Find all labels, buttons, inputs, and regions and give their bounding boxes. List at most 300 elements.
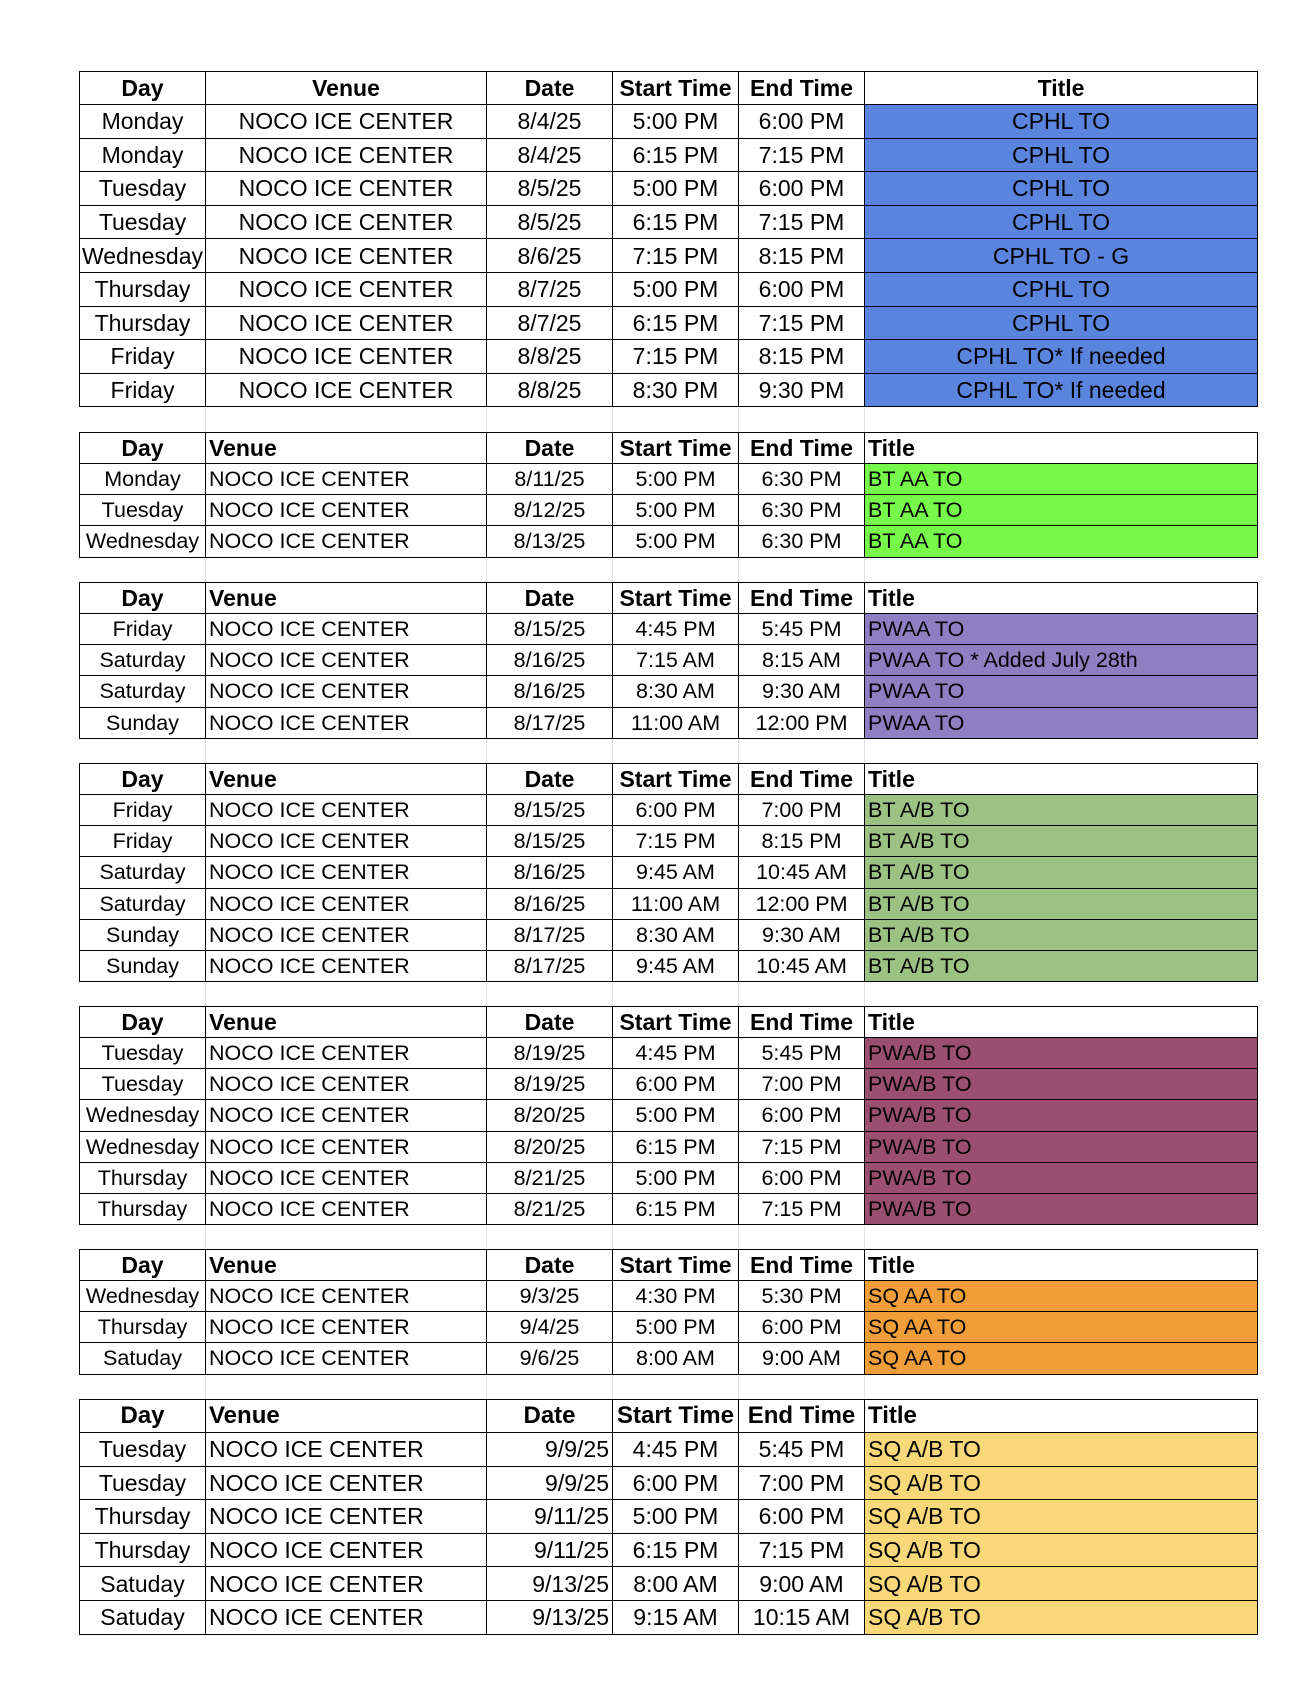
title-cell: CPHL TO [865, 205, 1258, 239]
table-cell: NOCO ICE CENTER [206, 1281, 487, 1312]
column-header: Title [865, 764, 1258, 795]
column-header: Venue [206, 72, 487, 105]
table-cell: 9:30 AM [739, 919, 865, 950]
table-cell: 8/20/25 [487, 1100, 613, 1131]
gridline [864, 1375, 865, 1399]
table-cell: 8/11/25 [487, 464, 613, 495]
table-row [80, 645, 1258, 676]
gridline [486, 558, 487, 582]
table-cell: 9:45 AM [613, 950, 739, 981]
table-row [80, 1100, 1258, 1131]
table-cell: Saturday [80, 645, 206, 676]
gridline [738, 982, 739, 1006]
gridline [486, 982, 487, 1006]
table-row [80, 707, 1258, 738]
table-cell: 11:00 AM [613, 888, 739, 919]
table-cell: 8:30 AM [613, 676, 739, 707]
table-cell: 9/3/25 [487, 1281, 613, 1312]
table-cell: Monday [80, 105, 206, 139]
title-cell: SQ A/B TO [865, 1600, 1258, 1634]
title-cell: BT A/B TO [865, 919, 1258, 950]
table-cell: 8/7/25 [487, 306, 613, 340]
table-cell: 8:15 PM [739, 340, 865, 374]
table-row [80, 1281, 1258, 1312]
table-cell: 8/12/25 [487, 495, 613, 526]
table-cell: Wednesday [80, 1281, 206, 1312]
table-cell: 10:45 AM [739, 857, 865, 888]
table-row [80, 1069, 1258, 1100]
gridline [205, 558, 206, 582]
table-row [80, 1500, 1258, 1534]
table-row [80, 172, 1258, 206]
table-cell: 7:15 PM [739, 306, 865, 340]
table-cell: 8/6/25 [487, 239, 613, 273]
table-cell: Friday [80, 340, 206, 374]
table-cell: 8/15/25 [487, 826, 613, 857]
column-header: End Time [739, 764, 865, 795]
table-cell: 5:00 PM [613, 1500, 739, 1534]
column-header: End Time [739, 433, 865, 464]
table-row [80, 340, 1258, 374]
table-cell: 8/16/25 [487, 645, 613, 676]
title-cell: PWAA TO [865, 614, 1258, 645]
table-cell: 8/4/25 [487, 105, 613, 139]
schedule-table [79, 763, 1258, 982]
table-cell: Sunday [80, 707, 206, 738]
table-cell: 8/5/25 [487, 205, 613, 239]
table-cell: 8/16/25 [487, 676, 613, 707]
table-cell: 8/19/25 [487, 1038, 613, 1069]
table-cell: NOCO ICE CENTER [206, 645, 487, 676]
table-cell: 8/16/25 [487, 857, 613, 888]
table-cell: NOCO ICE CENTER [206, 1533, 487, 1567]
table-cell: Monday [80, 464, 206, 495]
title-cell: CPHL TO* If needed [865, 340, 1258, 374]
column-header: Start Time [613, 433, 739, 464]
header-row [80, 72, 1258, 105]
column-header: Date [487, 1400, 613, 1433]
table-cell: 7:15 PM [739, 205, 865, 239]
title-cell: SQ A/B TO [865, 1500, 1258, 1534]
table-row [80, 1131, 1258, 1162]
table-cell: Wednesday [80, 1100, 206, 1131]
table-cell: Tuesday [80, 1433, 206, 1467]
table-cell: Thursday [80, 1193, 206, 1224]
table-cell: NOCO ICE CENTER [206, 1343, 487, 1374]
gridline [738, 739, 739, 763]
table-cell: 5:30 PM [739, 1281, 865, 1312]
title-cell: CPHL TO* If needed [865, 373, 1258, 407]
column-header: Day [80, 72, 206, 105]
table-cell: 4:30 PM [613, 1281, 739, 1312]
gridline [738, 407, 739, 432]
table-cell: 8:15 AM [739, 645, 865, 676]
table-cell: 7:15 PM [613, 826, 739, 857]
table-cell: Tuesday [80, 1069, 206, 1100]
table-cell: Thursday [80, 1312, 206, 1343]
gridline [738, 1375, 739, 1399]
column-header: Title [865, 72, 1258, 105]
table-cell: 10:15 AM [739, 1600, 865, 1634]
table-cell: 9:30 PM [739, 373, 865, 407]
table-cell: 4:45 PM [613, 1433, 739, 1467]
table-cell: 9/13/25 [487, 1600, 613, 1634]
table-cell: 9:00 AM [739, 1343, 865, 1374]
column-header: Date [487, 1007, 613, 1038]
table-cell: 8/15/25 [487, 795, 613, 826]
title-cell: SQ A/B TO [865, 1533, 1258, 1567]
table-cell: 6:00 PM [739, 1312, 865, 1343]
header-row [80, 764, 1258, 795]
gridline [612, 558, 613, 582]
spreadsheet-gap [79, 1225, 1257, 1249]
gridline [205, 739, 206, 763]
table-cell: 8:00 AM [613, 1343, 739, 1374]
table-cell: 5:00 PM [613, 272, 739, 306]
table-cell: NOCO ICE CENTER [206, 1069, 487, 1100]
table-cell: 6:00 PM [739, 1162, 865, 1193]
table-cell: NOCO ICE CENTER [206, 172, 487, 206]
table-cell: NOCO ICE CENTER [206, 1193, 487, 1224]
table-cell: Wednesday [80, 1131, 206, 1162]
column-header: Venue [206, 764, 487, 795]
table-cell: 9:00 AM [739, 1567, 865, 1601]
table-cell: 7:15 AM [613, 645, 739, 676]
table-cell: 6:15 PM [613, 1533, 739, 1567]
table-cell: 6:15 PM [613, 138, 739, 172]
table-cell: NOCO ICE CENTER [206, 1038, 487, 1069]
spreadsheet-gap [79, 558, 1257, 582]
table-cell: 9/11/25 [487, 1500, 613, 1534]
title-cell: PWAA TO * Added July 28th [865, 645, 1258, 676]
table-cell: 8/19/25 [487, 1069, 613, 1100]
table-cell: 9/9/25 [487, 1433, 613, 1467]
table-cell: Satuday [80, 1343, 206, 1374]
title-cell: PWAA TO [865, 707, 1258, 738]
table-cell: NOCO ICE CENTER [206, 1466, 487, 1500]
schedule-table [79, 71, 1258, 407]
column-header: Start Time [613, 583, 739, 614]
spreadsheet-gap [79, 982, 1257, 1006]
table-cell: 7:00 PM [739, 1466, 865, 1500]
table-cell: 7:00 PM [739, 1069, 865, 1100]
column-header: End Time [739, 1400, 865, 1433]
column-header: Start Time [613, 1400, 739, 1433]
table-cell: NOCO ICE CENTER [206, 857, 487, 888]
table-cell: 7:15 PM [739, 1533, 865, 1567]
table-cell: 6:15 PM [613, 205, 739, 239]
table-cell: 7:00 PM [739, 795, 865, 826]
column-header: End Time [739, 72, 865, 105]
table-cell: 5:00 PM [613, 105, 739, 139]
table-cell: 6:30 PM [739, 464, 865, 495]
table-cell: NOCO ICE CENTER [206, 373, 487, 407]
column-header: Venue [206, 1007, 487, 1038]
schedule-table [79, 432, 1258, 558]
table-cell: 8/17/25 [487, 919, 613, 950]
table-row [80, 676, 1258, 707]
column-header: Title [865, 1400, 1258, 1433]
table-cell: NOCO ICE CENTER [206, 950, 487, 981]
table-cell: 10:45 AM [739, 950, 865, 981]
table-cell: Tuesday [80, 495, 206, 526]
table-row [80, 1193, 1258, 1224]
column-header: Date [487, 433, 613, 464]
table-cell: 7:15 PM [613, 239, 739, 273]
table-row [80, 795, 1258, 826]
table-cell: 5:00 PM [613, 526, 739, 557]
table-cell: 6:15 PM [613, 1193, 739, 1224]
table-cell: 9/6/25 [487, 1343, 613, 1374]
table-row [80, 1433, 1258, 1467]
header-row [80, 1007, 1258, 1038]
column-header: End Time [739, 583, 865, 614]
table-row [80, 1567, 1258, 1601]
table-cell: 5:00 PM [613, 172, 739, 206]
title-cell: CPHL TO [865, 172, 1258, 206]
table-cell: NOCO ICE CENTER [206, 676, 487, 707]
table-cell: 6:30 PM [739, 526, 865, 557]
table-cell: 8/17/25 [487, 707, 613, 738]
table-cell: 8/13/25 [487, 526, 613, 557]
column-header: Day [80, 1007, 206, 1038]
table-cell: Thursday [80, 306, 206, 340]
table-cell: 9:15 AM [613, 1600, 739, 1634]
table-cell: 6:15 PM [613, 306, 739, 340]
table-cell: 6:00 PM [613, 1069, 739, 1100]
table-row [80, 373, 1258, 407]
gridline [864, 982, 865, 1006]
gridline [486, 739, 487, 763]
table-cell: 7:15 PM [739, 138, 865, 172]
column-header: End Time [739, 1250, 865, 1281]
title-cell: BT AA TO [865, 495, 1258, 526]
table-row [80, 495, 1258, 526]
title-cell: PWA/B TO [865, 1162, 1258, 1193]
table-cell: 12:00 PM [739, 707, 865, 738]
schedule-table [79, 582, 1258, 739]
gridline [612, 407, 613, 432]
table-cell: NOCO ICE CENTER [206, 1433, 487, 1467]
column-header: Day [80, 433, 206, 464]
header-row [80, 1250, 1258, 1281]
column-header: Start Time [613, 1250, 739, 1281]
table-cell: 7:15 PM [739, 1193, 865, 1224]
table-row [80, 1600, 1258, 1634]
table-cell: 6:00 PM [613, 795, 739, 826]
table-cell: Thursday [80, 1162, 206, 1193]
table-cell: 4:45 PM [613, 614, 739, 645]
table-cell: Wednesday [80, 239, 206, 273]
column-header: Date [487, 1250, 613, 1281]
table-cell: 8/8/25 [487, 373, 613, 407]
table-row [80, 919, 1258, 950]
table-cell: Saturday [80, 888, 206, 919]
gridline [738, 1225, 739, 1249]
gridline [864, 1225, 865, 1249]
title-cell: PWAA TO [865, 676, 1258, 707]
table-cell: 9/4/25 [487, 1312, 613, 1343]
column-header: Start Time [613, 1007, 739, 1038]
column-header: Date [487, 72, 613, 105]
table-cell: Sunday [80, 950, 206, 981]
column-header: Title [865, 1250, 1258, 1281]
table-cell: NOCO ICE CENTER [206, 707, 487, 738]
table-cell: 8/17/25 [487, 950, 613, 981]
gridline [864, 739, 865, 763]
title-cell: BT AA TO [865, 526, 1258, 557]
column-header: Day [80, 764, 206, 795]
table-cell: 8/7/25 [487, 272, 613, 306]
table-row [80, 1343, 1258, 1374]
gridline [205, 1225, 206, 1249]
table-cell: 8/21/25 [487, 1162, 613, 1193]
table-cell: 8:15 PM [739, 826, 865, 857]
table-cell: NOCO ICE CENTER [206, 826, 487, 857]
column-header: Title [865, 1007, 1258, 1038]
title-cell: PWA/B TO [865, 1131, 1258, 1162]
table-row [80, 826, 1258, 857]
title-cell: PWA/B TO [865, 1038, 1258, 1069]
title-cell: CPHL TO [865, 105, 1258, 139]
table-row [80, 105, 1258, 139]
table-cell: 8/21/25 [487, 1193, 613, 1224]
table-cell: Friday [80, 614, 206, 645]
table-cell: Friday [80, 795, 206, 826]
table-row [80, 888, 1258, 919]
table-cell: NOCO ICE CENTER [206, 919, 487, 950]
title-cell: CPHL TO [865, 138, 1258, 172]
table-cell: 9/9/25 [487, 1466, 613, 1500]
table-cell: 9/13/25 [487, 1567, 613, 1601]
column-header: Title [865, 433, 1258, 464]
table-row [80, 239, 1258, 273]
gridline [486, 1375, 487, 1399]
column-header: Start Time [613, 764, 739, 795]
spreadsheet-gap [79, 1375, 1257, 1399]
schedule-table [79, 1399, 1258, 1635]
table-cell: 9:30 AM [739, 676, 865, 707]
column-header: Day [80, 1250, 206, 1281]
table-cell: 4:45 PM [613, 1038, 739, 1069]
table-row [80, 526, 1258, 557]
table-cell: Saturday [80, 676, 206, 707]
column-header: Day [80, 1400, 206, 1433]
table-cell: Sunday [80, 919, 206, 950]
table-row [80, 1312, 1258, 1343]
spreadsheet-gap [79, 739, 1257, 763]
table-cell: NOCO ICE CENTER [206, 205, 487, 239]
gridline [738, 558, 739, 582]
schedule-table [79, 1249, 1258, 1375]
title-cell: BT A/B TO [865, 857, 1258, 888]
table-cell: 6:30 PM [739, 495, 865, 526]
table-row [80, 306, 1258, 340]
gridline [612, 982, 613, 1006]
gridline [205, 407, 206, 432]
table-cell: 8:30 PM [613, 373, 739, 407]
title-cell: CPHL TO [865, 272, 1258, 306]
gridline [612, 1225, 613, 1249]
title-cell: SQ AA TO [865, 1312, 1258, 1343]
table-cell: 6:00 PM [613, 1466, 739, 1500]
table-cell: Tuesday [80, 1038, 206, 1069]
table-cell: Thursday [80, 1500, 206, 1534]
table-cell: 6:00 PM [739, 272, 865, 306]
title-cell: BT A/B TO [865, 888, 1258, 919]
table-cell: NOCO ICE CENTER [206, 1600, 487, 1634]
table-cell: Tuesday [80, 172, 206, 206]
gridline [486, 1225, 487, 1249]
table-cell: 7:15 PM [613, 340, 739, 374]
table-cell: 8/20/25 [487, 1131, 613, 1162]
table-cell: 8/15/25 [487, 614, 613, 645]
table-cell: 5:00 PM [613, 1162, 739, 1193]
table-cell: NOCO ICE CENTER [206, 272, 487, 306]
table-cell: 8:00 AM [613, 1567, 739, 1601]
table-row [80, 1038, 1258, 1069]
column-header: Day [80, 583, 206, 614]
table-cell: 8/8/25 [487, 340, 613, 374]
table-cell: NOCO ICE CENTER [206, 138, 487, 172]
title-cell: SQ AA TO [865, 1281, 1258, 1312]
table-cell: 11:00 AM [613, 707, 739, 738]
table-cell: NOCO ICE CENTER [206, 1567, 487, 1601]
table-cell: NOCO ICE CENTER [206, 614, 487, 645]
table-cell: 8/16/25 [487, 888, 613, 919]
spreadsheet-gap [79, 407, 1257, 432]
table-cell: 5:00 PM [613, 464, 739, 495]
title-cell: BT AA TO [865, 464, 1258, 495]
column-header: Venue [206, 1250, 487, 1281]
table-cell: 9:45 AM [613, 857, 739, 888]
table-cell: NOCO ICE CENTER [206, 1162, 487, 1193]
header-row [80, 583, 1258, 614]
title-cell: CPHL TO - G [865, 239, 1258, 273]
table-cell: 8:30 AM [613, 919, 739, 950]
table-cell: 6:15 PM [613, 1131, 739, 1162]
table-cell: 5:45 PM [739, 1038, 865, 1069]
table-cell: Tuesday [80, 1466, 206, 1500]
gridline [205, 1375, 206, 1399]
table-cell: 5:00 PM [613, 1100, 739, 1131]
table-cell: 8:15 PM [739, 239, 865, 273]
title-cell: SQ A/B TO [865, 1466, 1258, 1500]
table-cell: NOCO ICE CENTER [206, 1312, 487, 1343]
table-cell: NOCO ICE CENTER [206, 1131, 487, 1162]
table-row [80, 205, 1258, 239]
schedule-table [79, 1006, 1258, 1225]
title-cell: SQ A/B TO [865, 1567, 1258, 1601]
gridline [205, 982, 206, 1006]
table-row [80, 614, 1258, 645]
table-cell: NOCO ICE CENTER [206, 1500, 487, 1534]
table-row [80, 272, 1258, 306]
table-cell: Saturday [80, 857, 206, 888]
table-cell: Monday [80, 138, 206, 172]
column-header: Date [487, 583, 613, 614]
title-cell: SQ AA TO [865, 1343, 1258, 1374]
table-cell: 5:00 PM [613, 495, 739, 526]
table-row [80, 1162, 1258, 1193]
table-cell: 5:00 PM [613, 1312, 739, 1343]
table-row [80, 464, 1258, 495]
title-cell: SQ A/B TO [865, 1433, 1258, 1467]
column-header: Title [865, 583, 1258, 614]
table-cell: 6:00 PM [739, 172, 865, 206]
table-row [80, 138, 1258, 172]
table-cell: 5:45 PM [739, 614, 865, 645]
